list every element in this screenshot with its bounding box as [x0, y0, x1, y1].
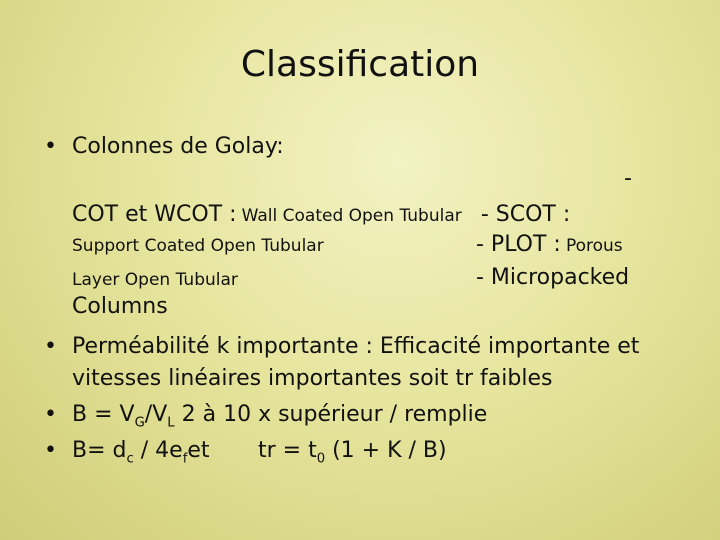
b4-c: et: [187, 438, 210, 463]
dash-text: -: [624, 166, 632, 191]
cot-line: [72, 202, 570, 227]
bullet-marker: •: [44, 334, 57, 359]
bullet-b-ratio: [72, 402, 487, 430]
b4-e: (1 + K / B): [325, 438, 447, 463]
b3-rest: 2 à 10 x supérieur / remplie: [174, 402, 488, 427]
b4-sub-c: c: [126, 451, 134, 467]
bullet-marker: •: [44, 134, 57, 159]
slide-title: Classification: [240, 44, 480, 85]
columns-text: Columns: [72, 294, 168, 319]
porous-text: Porous: [565, 236, 623, 256]
b4-b: / 4e: [133, 438, 183, 463]
b4-sub-0: 0: [316, 451, 326, 467]
layer-text: Layer Open Tubular: [72, 270, 238, 290]
b3-sub-l: L: [167, 415, 175, 431]
micropacked-text: - Micropacked: [476, 265, 630, 290]
tr-formula: [258, 438, 447, 466]
bullet-marker: •: [44, 402, 57, 427]
bullet-permeabilite-line1: Perméabilité k importante : Efficacité importante et: [72, 334, 640, 359]
b3-sub-g: G: [134, 415, 145, 431]
b4-a: B= d: [72, 438, 127, 463]
plot-text: - PLOT :: [476, 232, 561, 257]
bullet-b-formula: [72, 438, 210, 466]
scot-text: - SCOT :: [480, 202, 571, 227]
plot-line: [476, 232, 623, 257]
bullet-permeabilite-line2: vitesses linéaires importantes soit tr faibles: [72, 366, 553, 391]
wcot-full-text: Wall Coated Open Tubular: [241, 206, 462, 226]
b3-main: B = V: [72, 402, 135, 427]
b4-sub-f: f: [182, 451, 188, 467]
scot-full-text: Support Coated Open Tubular: [72, 236, 324, 256]
bullet-marker: •: [44, 438, 57, 463]
b3-mid: /V: [144, 402, 168, 427]
b4-d: tr = t: [258, 438, 317, 463]
bullet-golay: Colonnes de Golay:: [72, 134, 284, 159]
cot-text: COT et WCOT :: [72, 202, 237, 227]
